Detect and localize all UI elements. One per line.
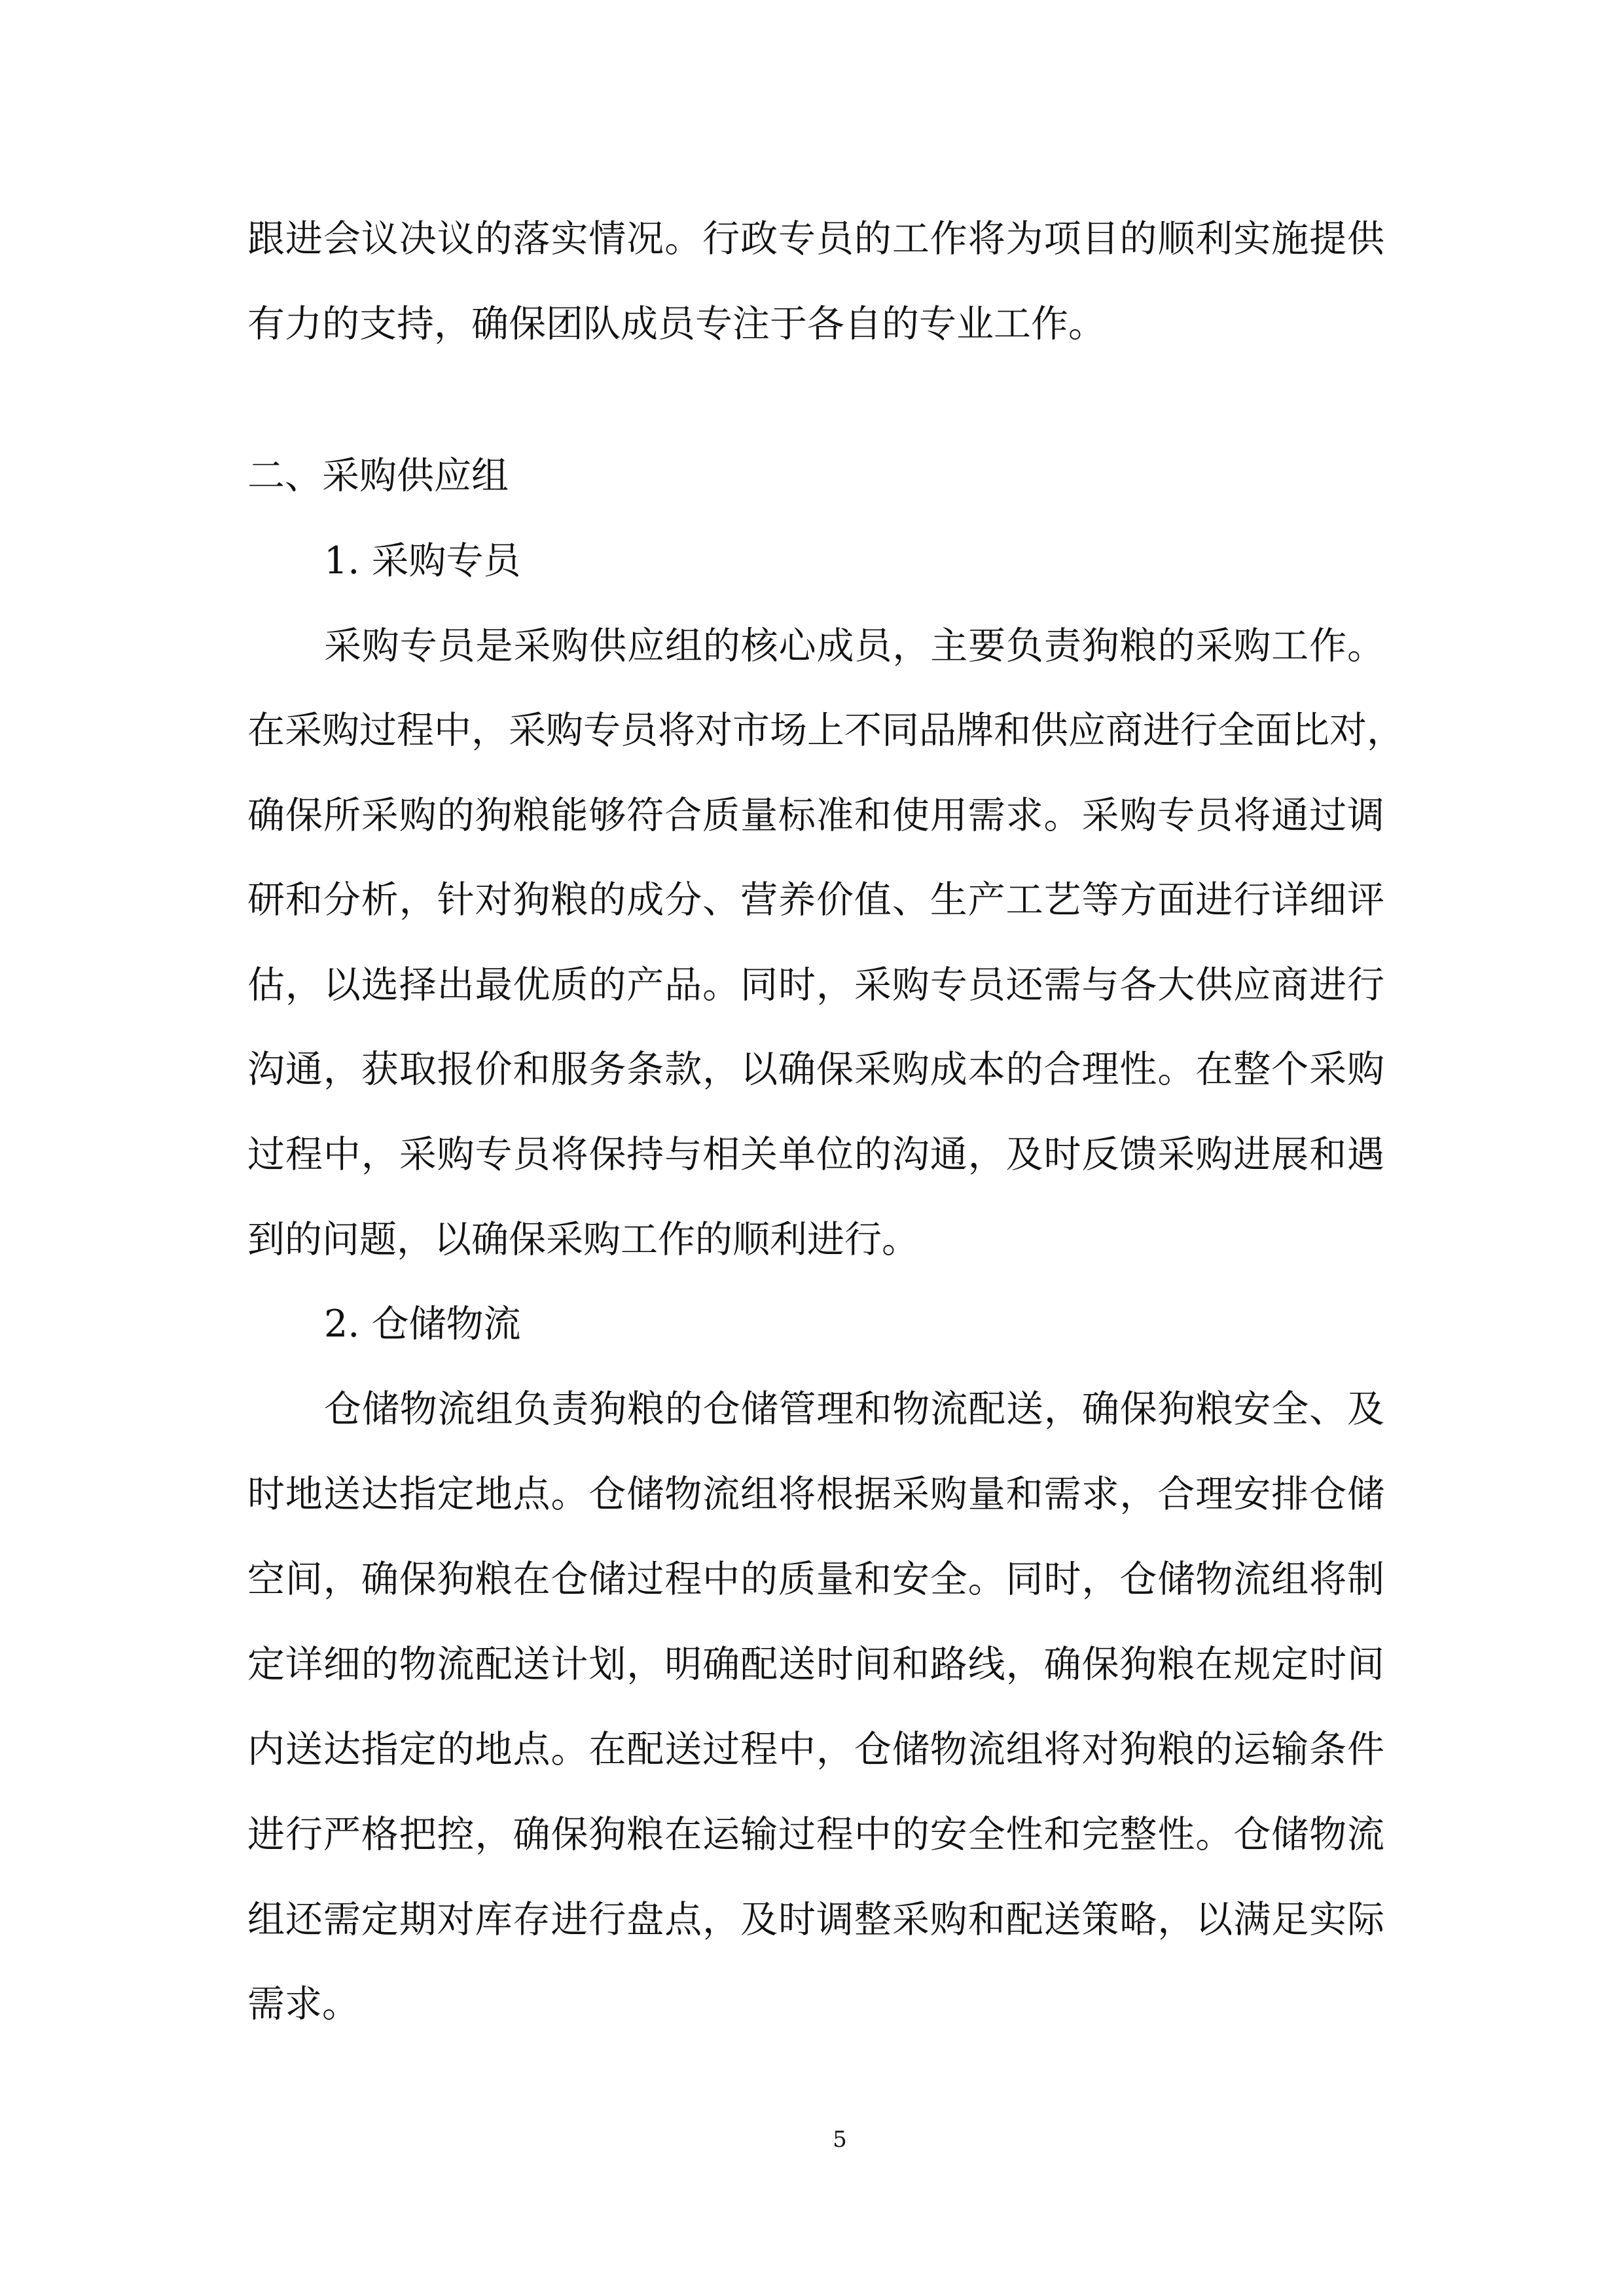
paragraph-line: 空间，确保狗粮在仓储过程中的质量和安全。同时，仓储物流组将制 bbox=[247, 1558, 1384, 1601]
paragraph-line: 内送达指定的地点。在配送过程中，仓储物流组将对狗粮的运输条件 bbox=[247, 1728, 1384, 1771]
paragraph-line: 有力的支持，确保团队成员专注于各自的专业工作。 bbox=[247, 302, 1106, 346]
paragraph-line: 估，以选择出最优质的产品。同时，采购专员还需与各大供应商进行 bbox=[247, 963, 1384, 1007]
paragraph-line: 研和分析，针对狗粮的成分、营养价值、生产工艺等方面进行详细评 bbox=[247, 878, 1384, 922]
paragraph-line: 确保所采购的狗粮能够符合质量标准和使用需求。采购专员将通过调 bbox=[247, 794, 1384, 837]
page-number: 5 bbox=[833, 2126, 847, 2153]
paragraph-line: 定详细的物流配送计划，明确配送时间和路线，确保狗粮在规定时间 bbox=[247, 1643, 1384, 1686]
paragraph-line: 组还需定期对库存进行盘点，及时调整采购和配送策略，以满足实际 bbox=[247, 1898, 1384, 1941]
paragraph-line: 沟通，获取报价和服务条款，以确保采购成本的合理性。在整个采购 bbox=[247, 1048, 1384, 1091]
subsection-heading: 2. 仓储物流 bbox=[324, 1302, 521, 1346]
paragraph-line: 需求。 bbox=[247, 1982, 359, 2026]
paragraph-line: 跟进会议决议的落实情况。行政专员的工作将为项目的顺利实施提供 bbox=[247, 217, 1384, 260]
paragraph-line: 进行严格把控，确保狗粮在运输过程中的安全性和完整性。仓储物流 bbox=[247, 1813, 1384, 1856]
paragraph-line: 在采购过程中，采购专员将对市场上不同品牌和供应商进行全面比对， bbox=[247, 709, 1404, 752]
paragraph-line: 到的问题，以确保采购工作的顺利进行。 bbox=[247, 1218, 919, 1261]
paragraph-line: 时地送达指定地点。仓储物流组将根据采购量和需求，合理安排仓储 bbox=[247, 1473, 1384, 1516]
paragraph-line: 过程中，采购专员将保持与相关单位的沟通，及时反馈采购进展和遇 bbox=[247, 1133, 1384, 1176]
paragraph-line: 仓储物流组负责狗粮的仓储管理和物流配送，确保狗粮安全、及 bbox=[324, 1388, 1384, 1431]
subsection-heading: 1. 采购专员 bbox=[324, 539, 521, 583]
section-heading: 二、采购供应组 bbox=[247, 454, 509, 497]
paragraph-line: 采购专员是采购供应组的核心成员，主要负责狗粮的采购工作。 bbox=[324, 624, 1384, 668]
